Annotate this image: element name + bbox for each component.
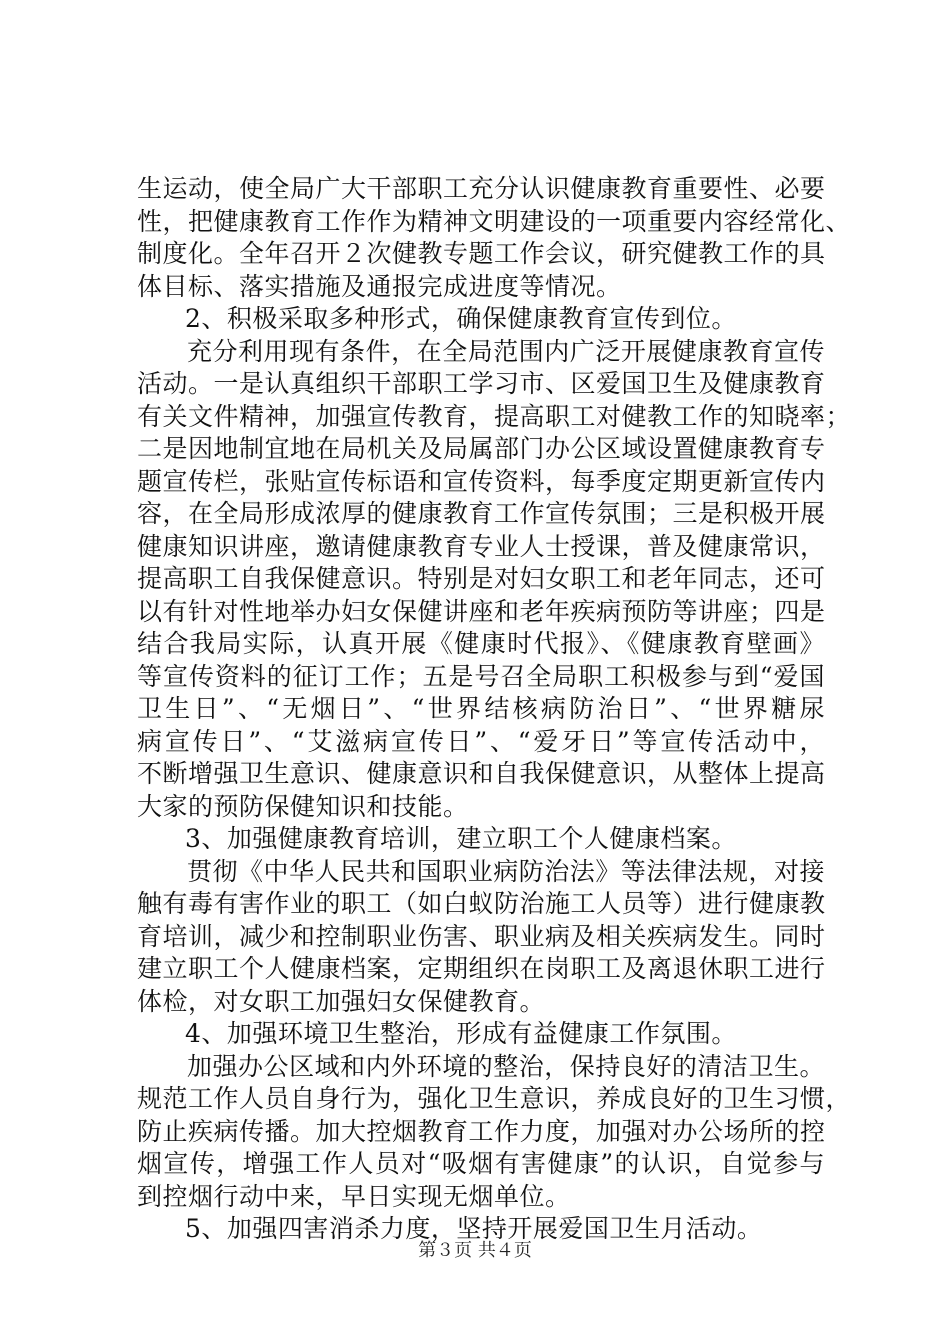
paragraph-line: 容，在全局形成浓厚的健康教育工作宣传氛围；三是积极开展 (137, 499, 826, 528)
paragraph-line: 题宣传栏，张贴宣传标语和宣传资料，每季度定期更新宣传内 (137, 466, 826, 496)
paragraph-line: 等宣传资料的征订工作；五是号召全局职工积极参与到“爱国 (137, 661, 825, 691)
paragraph-line: 充分利用现有条件，在全局范围内广泛开展健康教育宣传 (187, 336, 825, 366)
paragraph-line: 体检，对女职工加强妇女保健教育。 (137, 986, 546, 1016)
paragraph-line: 育培训，减少和控制职业伤害、职业病及相关疾病发生。同时 (137, 921, 826, 951)
paragraph-line: 烟宣传，增强工作人员对“吸烟有害健康”的认识，自觉参与 (137, 1149, 825, 1178)
paragraph-line: 到控烟行动中来，早日实现无烟单位。 (137, 1181, 571, 1211)
paragraph-line: 二是因地制宜地在局机关及局属部门办公区域设置健康教育专 (137, 434, 826, 463)
paragraph-line: 加强办公区域和内外环境的整治，保持良好的清洁卫生。 (187, 1051, 825, 1081)
paragraph-line: 病宣传日”、“艾滋病宣传日”、“爱牙日”等宣传活动中， (137, 726, 825, 756)
section-heading: 5、加强四害消杀力度，坚持开展爱国卫生月活动。 (185, 1214, 763, 1243)
paragraph-line: 以有针对性地举办妇女保健讲座和老年疾病预防等讲座；四是 (137, 596, 826, 626)
paragraph-line: 建立职工个人健康档案，定期组织在岗职工及离退休职工进行 (137, 954, 826, 983)
paragraph-line: 生运动，使全局广大干部职工充分认识健康教育重要性、必要 (137, 174, 826, 203)
paragraph-line: 不断增强卫生意识、健康意识和自我保健意识，从整体上提高 (137, 759, 826, 788)
section-heading: 4、加强环境卫生整治，形成有益健康工作氛围。 (185, 1019, 737, 1048)
paragraph-line: 规范工作人员自身行为，强化卫生意识，养成良好的卫生习惯， (137, 1084, 852, 1113)
paragraph-line: 提高职工自我保健意识。特别是对妇女职工和老年同志，还可 (137, 564, 826, 593)
paragraph-line: 结合我局实际，认真开展《健康时代报》、《健康教育壁画》 (137, 629, 825, 658)
paragraph-line: 大家的预防保健知识和技能。 (137, 791, 469, 821)
paragraph-line: 防止疾病传播。加大控烟教育工作力度，加强对办公场所的控 (137, 1116, 826, 1146)
paragraph-line: 贯彻《中华人民共和国职业病防治法》等法律法规，对接 (187, 856, 825, 886)
paragraph-line: 有关文件精神，加强宣传教育，提高职工对健教工作的知晓率； (137, 401, 852, 431)
page-footer: 第３页 共４页 (418, 1240, 532, 1261)
paragraph-line: 卫生日”、“无烟日”、“世界结核病防治日”、“世界糖尿 (137, 694, 825, 723)
paragraph-line: 性，把健康教育工作作为精神文明建设的一项重要内容经常化、 (137, 206, 852, 236)
paragraph-line: 制度化。全年召开２次健教专题工作会议，研究健教工作的具 (137, 239, 826, 268)
section-heading: 2、积极采取多种形式，确保健康教育宣传到位。 (185, 304, 737, 333)
document-body (137, 173, 852, 1246)
paragraph-line: 健康知识讲座，邀请健康教育专业人士授课，普及健康常识， (137, 531, 826, 561)
paragraph-line: 体目标、落实措施及通报完成进度等情况。 (137, 271, 622, 301)
section-heading: 3、加强健康教育培训，建立职工个人健康档案。 (185, 824, 737, 853)
paragraph-line: 触有毒有害作业的职工（如白蚁防治施工人员等）进行健康教 (137, 889, 826, 918)
paragraph-line: 活动。一是认真组织干部职工学习市、区爱国卫生及健康教育 (137, 369, 826, 398)
